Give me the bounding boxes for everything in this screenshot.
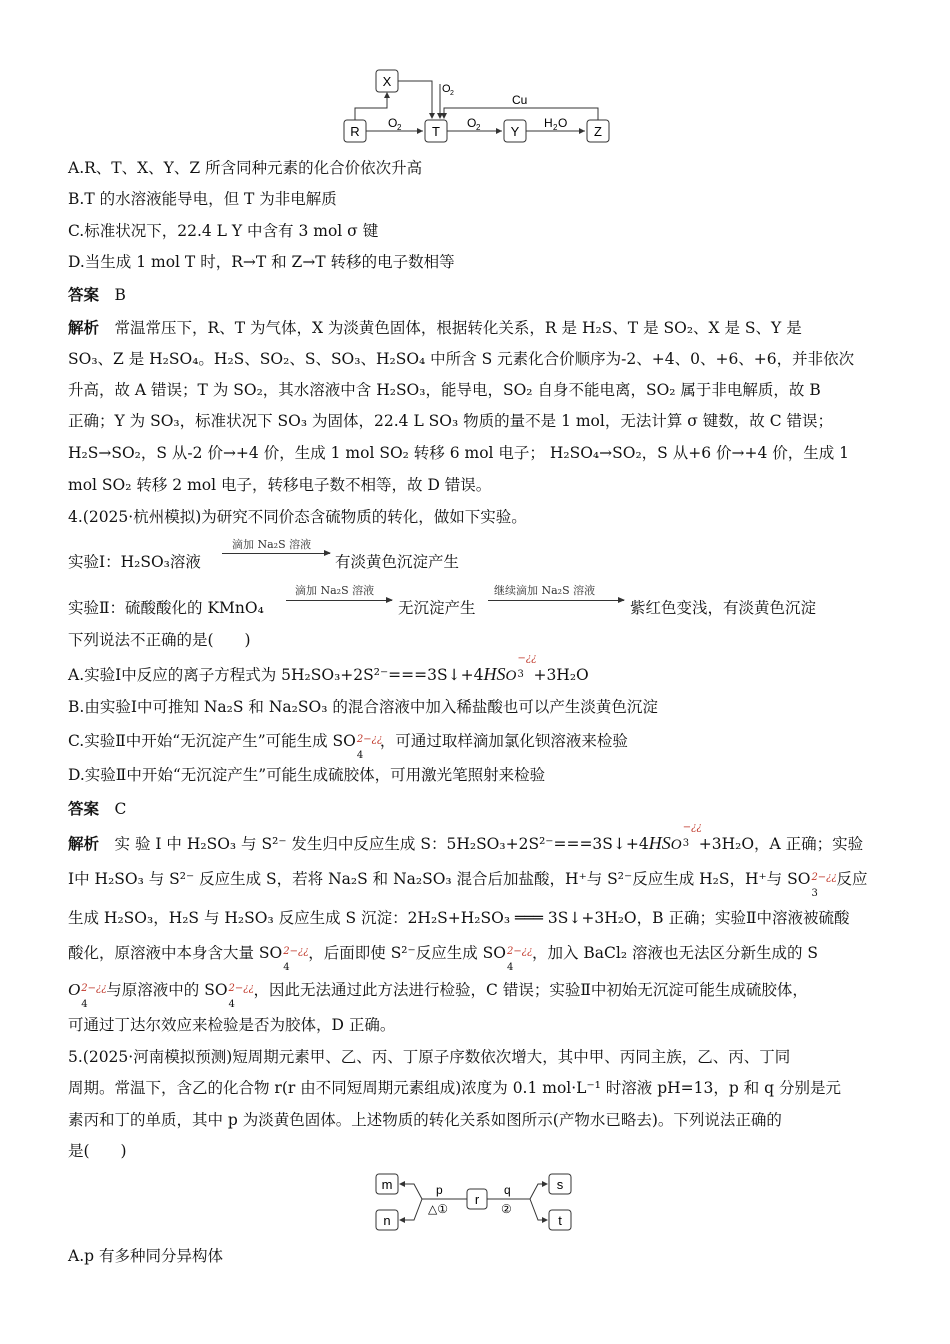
- svg-text:②: ②: [501, 1202, 512, 1216]
- sulfur-conversion-diagram: [330, 64, 620, 146]
- svg-text:2: 2: [397, 123, 402, 132]
- q4-exp1-arrow: [222, 553, 330, 554]
- y-z-h2o: H: [544, 116, 553, 130]
- svg-text:p: p: [436, 1183, 443, 1197]
- svg-text:s: s: [556, 1177, 564, 1192]
- q3-explanation-2: SO₃、Z 是 H₂SO₄。H₂S、SO₂、S、SO₃、H₂SO₄ 中所含 S 元素化合价顺序为-2、+4、0、+6、+6，并非依次: [68, 350, 855, 368]
- q3-explanation-5: H₂S→SO₂，S 从-2 价→+4 价，生成 1 mol SO₂ 转移 6 mol 电子； H₂SO₄→SO₂，S 从+6 价→+4 价，生成 1: [68, 444, 850, 462]
- q4-explanation-4: 酸化，原溶液中本身含大量 SO 4 2−¿¿ ，后面即使 S²⁻反应生成 SO 4 2−¿¿ ，加入 BaCl₂ 溶液也无法区分新生成的 S: [68, 944, 819, 973]
- q4-explanation-5: O 4 2−¿¿ 与原溶液中的 SO 4 2−¿¿ ，因此无法通过此方法进行检验，C 错误；实验Ⅱ中初始无沉淀可能生成硫胶体，: [68, 980, 808, 1010]
- q3-option-c: C.标准状况下，22.4 L Y 中含有 3 mol σ 键: [68, 222, 379, 240]
- svg-text:q: q: [504, 1183, 511, 1197]
- q4-exp1-arrow-label: 滴加 Na₂S 溶液: [232, 538, 312, 551]
- t-y-o2: O: [467, 116, 477, 130]
- q4-explanation-2: Ⅰ中 H₂SO₃ 与 S²⁻ 反应生成 S，若将 Na₂S 和 Na₂SO₃ 混合后加盐酸，H⁺与 S²⁻反应生成 H₂S，H⁺与 SO 3 2−¿¿ 反应: [68, 870, 868, 899]
- q4-exp2-arrow2-label: 继续滴加 Na₂S 溶液: [494, 584, 596, 597]
- node-t-label: T: [432, 124, 440, 139]
- q4-option-d: D.实验Ⅱ中开始“无沉淀产生”可能生成硫胶体，可用激光笔照射来检验: [68, 766, 546, 784]
- svg-text:t: t: [558, 1213, 562, 1228]
- q3-answer: 答案 B: [68, 285, 126, 304]
- q4-explanation-1: 解析 实 验 Ⅰ 中 H₂SO₃ 与 S²⁻ 发生归中反应生成 S：5H₂SO₃+2S²⁻===3S↓+4HSO 3 −¿¿ +3H₂O，A 正确；实验: [68, 822, 864, 853]
- q4-explanation-3: 生成 H₂SO₃，H₂S 与 H₂SO₃ 反应生成 S 沉淀：2H₂S+H₂SO₃ ═══ 3S↓+3H₂O，B 正确；实验Ⅱ中溶液被硫酸: [68, 909, 850, 927]
- q3-option-d: D.当生成 1 mol T 时，R→T 和 Z→T 转移的电子数相等: [68, 253, 455, 271]
- q4-exp2-result: 紫红色变浅，有淡黄色沉淀: [630, 599, 817, 617]
- svg-text:m: m: [381, 1177, 393, 1192]
- q4-stem: 4.(2025·杭州模拟)为研究不同价态含硫物质的转化，做如下实验。: [68, 508, 527, 526]
- q5-stem-1: 5.(2025·河南模拟预测)短周期元素甲、乙、丙、丁原子序数依次增大，其中甲、丙同主族，乙、丙、丁同: [68, 1048, 791, 1066]
- svg-text:△①: △①: [428, 1202, 448, 1216]
- node-r-label: R: [350, 124, 360, 139]
- svg-text:r: r: [474, 1192, 480, 1207]
- q4-option-b: B.由实验Ⅰ中可推知 Na₂S 和 Na₂SO₃ 的混合溶液中加入稀盐酸也可以产生淡黄色沉淀: [68, 698, 658, 716]
- svg-text:O: O: [558, 116, 568, 130]
- q4-exp2-arrow1-label: 滴加 Na₂S 溶液: [295, 584, 375, 597]
- cu-label: Cu: [512, 93, 528, 107]
- q4-option-a: A.实验Ⅰ中反应的离子方程式为 5H₂SO₃+2S²⁻===3S↓+4HSO 3 −¿¿ +3H₂O: [68, 653, 589, 684]
- q5-stem-4: 是( ): [68, 1142, 127, 1160]
- q4-option-c: C.实验Ⅱ中开始“无沉淀产生”可能生成 SO 4 2−¿¿ ，可通过取样滴加氯化钡溶液来检验: [68, 732, 628, 761]
- q5-stem-3: 素丙和丁的单质，其中 p 为淡黄色固体。上述物质的转化关系如图所示(产物水已略去)。下列说法正确的: [68, 1111, 782, 1129]
- r-t-o2: O: [388, 116, 398, 130]
- q3-explanation-6: mol SO₂ 转移 2 mol 电子，转移电子数不相等，故 D 错误。: [68, 476, 492, 494]
- node-z-label: Z: [594, 124, 602, 139]
- node-y-label: Y: [510, 124, 520, 139]
- q3-explanation-4: 正确；Y 为 SO₃，标准状况下 SO₃ 为固体，22.4 L SO₃ 物质的量不是 1 mol，无法计算 σ 键数，故 C 错误；: [68, 412, 833, 430]
- q4-question: 下列说法不正确的是( ): [68, 631, 251, 649]
- node-x-label: X: [382, 74, 392, 89]
- q5-stem-2: 周期。常温下，含乙的化合物 r(r 由不同短周期元素组成)浓度为 0.1 mol·L⁻¹ 时溶液 pH=13，p 和 q 分别是元: [68, 1079, 842, 1097]
- o2-top: O: [442, 83, 451, 95]
- q4-exp1-result: 有淡黄色沉淀产生: [335, 553, 460, 571]
- q4-exp2-arrow1: [286, 600, 392, 601]
- svg-text:n: n: [383, 1213, 391, 1228]
- q4-answer: 答案 C: [68, 799, 127, 818]
- q4-experiment-1: 实验Ⅰ：H₂SO₃溶液: [68, 553, 201, 571]
- q4-explanation-6: 可通过丁达尔效应来检验是否为胶体，D 正确。: [68, 1016, 396, 1034]
- q5-option-a: A.p 有多种同分异构体: [68, 1247, 223, 1265]
- q3-option-a: A.R、T、X、Y、Z 所含同种元素的化合价依次升高: [68, 159, 423, 177]
- svg-text:2: 2: [450, 90, 454, 97]
- svg-text:2: 2: [476, 123, 481, 132]
- q5-conversion-diagram: [372, 1170, 582, 1236]
- q4-exp2-mid: 无沉淀产生: [398, 599, 476, 617]
- q4-exp2-arrow2: [488, 600, 624, 601]
- q4-experiment-2: 实验Ⅱ：硫酸酸化的 KMnO₄: [68, 599, 264, 617]
- q3-explanation-3: 升高，故 A 错误；T 为 SO₂，其水溶液中含 H₂SO₃，能导电，SO₂ 自身不能电离，SO₂ 属于非电解质，故 B: [68, 381, 821, 399]
- q3-option-b: B.T 的水溶液能导电，但 T 为非电解质: [68, 190, 337, 208]
- svg-text:2: 2: [553, 123, 558, 132]
- q3-explanation-1: 解析 常温常压下，R、T 为气体，X 为淡黄色固体，根据转化关系，R 是 H₂S、T 是 SO₂、X 是 S、Y 是: [68, 318, 802, 337]
